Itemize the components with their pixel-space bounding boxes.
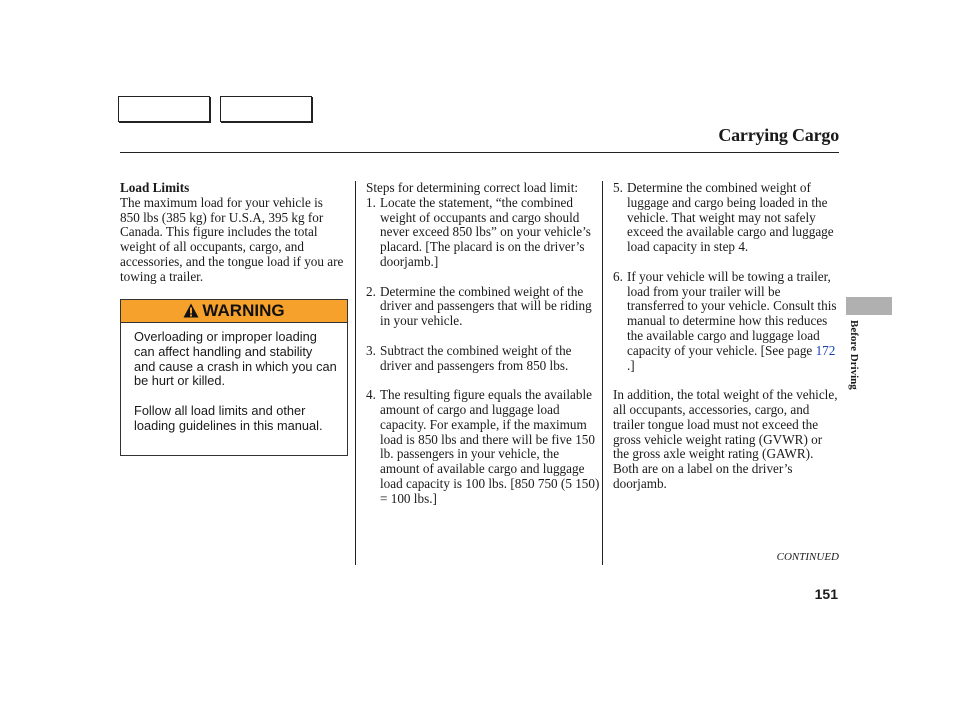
warning-box bbox=[120, 299, 348, 456]
closing-paragraph: In addition, the total weight of the vehicle, all occupants, accessories, cargo, and trailer tongue load must not exceed the gross vehicle weight rating (GVWR) or the gross axle weight rating (GAWR). Both are on a label on the driver’s doorjamb. bbox=[613, 387, 838, 491]
page-number: 151 bbox=[814, 586, 838, 602]
step-number: 2. bbox=[366, 283, 376, 299]
step-text: Locate the statement, “the combined weight of occupants and cargo should never exceed 850 lbs” on your vehicle’s placard. [The placard is on the driver’s doorjamb.] bbox=[380, 194, 591, 269]
page-title: Carrying Cargo bbox=[718, 125, 839, 145]
step-text: The resulting figure equals the available amount of cargo and luggage load capacity. For example, if the maximum load is 850 lbs and there will be five 150 lb. passengers in your vehicle, the amount of available cargo and luggage load capacity is 100 lbs. [850 750 (5 150) = 100 lbs.] bbox=[380, 387, 600, 506]
continued-label: CONTINUED bbox=[776, 551, 839, 563]
warning-label: WARNING bbox=[202, 301, 285, 320]
step-text: Subtract the combined weight of the driver and passengers from 850 lbs. bbox=[380, 342, 572, 373]
column-3 bbox=[613, 181, 839, 492]
step-number: 3. bbox=[366, 342, 376, 358]
side-tab-label bbox=[848, 320, 862, 400]
step-text: If your vehicle will be towing a trailer, load from your trailer will be transferred to your vehicle. Consult this manual to determine how this reduces the available cargo and luggage load capacity of your vehicle. [See page bbox=[627, 268, 837, 358]
warning-body bbox=[121, 323, 347, 434]
step-3 bbox=[366, 344, 600, 374]
step-number: 6. bbox=[613, 268, 623, 284]
column-divider-1 bbox=[355, 181, 356, 565]
side-tab-label-text: Before Driving bbox=[848, 320, 860, 390]
nav-box-1[interactable] bbox=[118, 96, 210, 122]
warning-triangle-icon bbox=[183, 303, 199, 318]
step-5 bbox=[613, 181, 839, 255]
warning-text-2: Follow all load limits and other loading guidelines in this manual. bbox=[134, 402, 323, 433]
nav-box-2[interactable] bbox=[220, 96, 312, 122]
side-section-tab[interactable] bbox=[846, 297, 892, 315]
load-limits-body: The maximum load for your vehicle is 850 lbs (385 kg) for U.S.A, 395 kg for Canada. This figure includes the total weight of all occupants, cargo, and accessories, and the tongue load if you are towing a trailer. bbox=[120, 194, 344, 284]
step-number: 5. bbox=[613, 180, 623, 195]
step-text-end: .] bbox=[627, 357, 635, 373]
steps-intro: Steps for determining correct load limit: bbox=[366, 180, 579, 195]
step-number: 1. bbox=[366, 194, 376, 210]
page-link[interactable]: 172 bbox=[815, 342, 836, 358]
step-text: Determine the combined weight of luggage and cargo being loaded in the vehicle. That weight may not safely exceed the available cargo and luggage load capacity in step 4. bbox=[627, 180, 834, 255]
step-6 bbox=[613, 270, 839, 374]
step-text: Determine the combined weight of the driver and passengers that will be riding in your vehicle. bbox=[380, 283, 592, 329]
step-number: 4. bbox=[366, 387, 376, 403]
step-4 bbox=[366, 388, 600, 506]
title-rule bbox=[120, 152, 839, 153]
warning-header bbox=[121, 300, 347, 323]
step-2 bbox=[366, 285, 600, 329]
column-2 bbox=[366, 181, 600, 507]
column-divider-2 bbox=[602, 181, 603, 565]
step-1 bbox=[366, 196, 600, 270]
section-heading: Load Limits bbox=[120, 180, 190, 195]
column-1 bbox=[120, 181, 345, 285]
warning-text-1: Overloading or improper loading can affect handling and stability and cause a crash in which you can be hurt or killed. bbox=[134, 329, 337, 389]
